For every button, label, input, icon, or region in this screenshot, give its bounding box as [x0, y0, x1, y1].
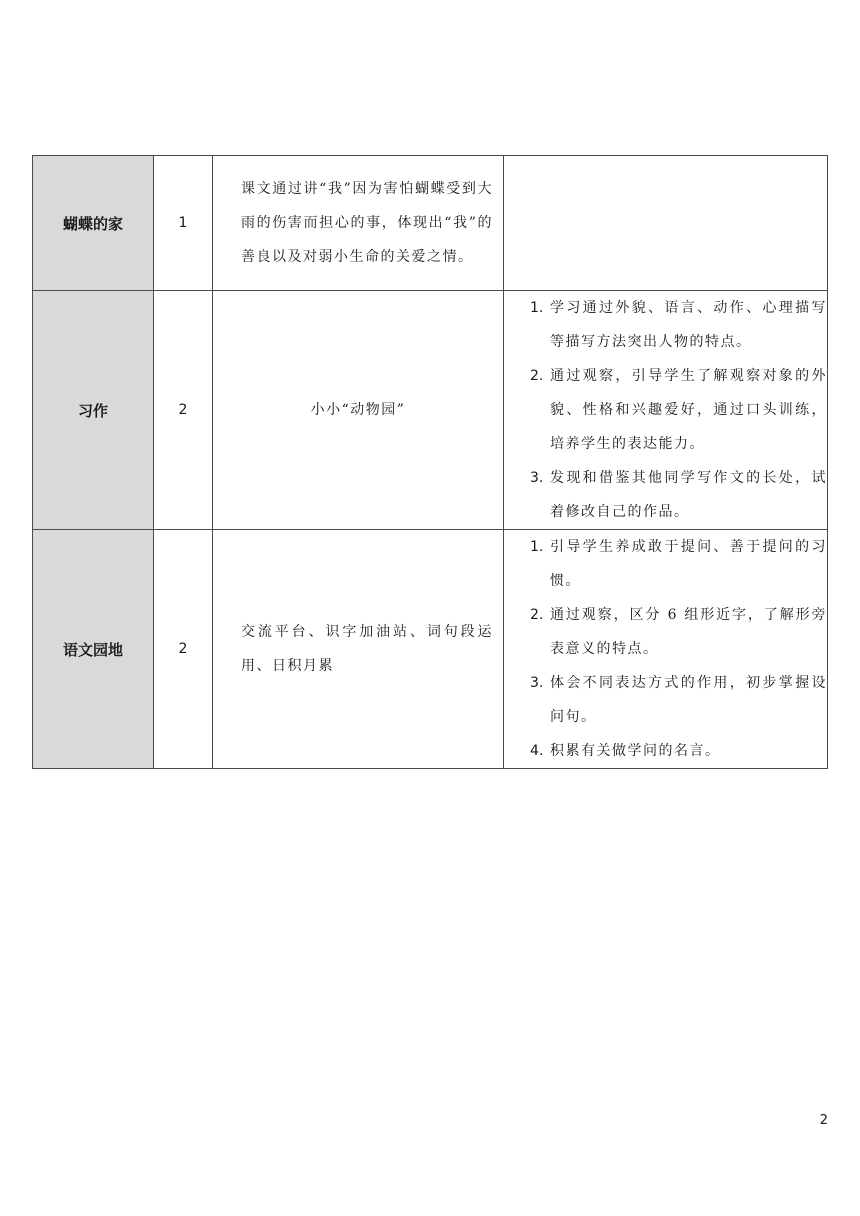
table-row [33, 291, 828, 530]
lesson-goals [504, 530, 828, 769]
goal-item [504, 530, 827, 598]
goal-number: 3. [530, 675, 544, 691]
lesson-title: 习作 [33, 291, 154, 530]
table-row [33, 156, 828, 291]
goal-item [504, 666, 827, 734]
goal-number: 3. [530, 470, 544, 486]
goal-number: 4. [530, 743, 544, 759]
lesson-content-text: 交流平台、识字加油站、词句段运用、日积月累 [241, 624, 493, 674]
lesson-plan-table [32, 155, 828, 769]
goal-item [504, 461, 827, 529]
lesson-title: 蝴蝶的家 [33, 156, 154, 291]
lesson-content [213, 291, 504, 530]
goal-item [504, 291, 827, 359]
lesson-content [213, 530, 504, 769]
lesson-goals [504, 156, 828, 291]
lesson-content-text: 课文通过讲“我”因为害怕蝴蝶受到大雨的伤害而担心的事，体现出“我”的善良以及对弱小生命的关爱之情。 [241, 181, 493, 265]
lesson-goals [504, 291, 828, 530]
goal-number: 1. [530, 539, 544, 555]
goal-text: 发现和借鉴其他同学写作文的长处，试着修改自己的作品。 [550, 470, 827, 520]
table-row [33, 530, 828, 769]
goal-item [504, 359, 827, 461]
goal-number: 2. [530, 368, 544, 384]
goal-item [504, 734, 827, 768]
goal-text: 通过观察，区分 6 组形近字，了解形旁表意义的特点。 [550, 607, 827, 657]
goal-text: 体会不同表达方式的作用，初步掌握设问句。 [550, 675, 827, 725]
lesson-title: 语文园地 [33, 530, 154, 769]
page-number: 2 [819, 1113, 828, 1128]
goal-list [504, 530, 827, 768]
lesson-hours: 2 [154, 291, 213, 530]
goal-text: 引导学生养成敢于提问、善于提问的习惯。 [550, 539, 827, 589]
goal-item [504, 598, 827, 666]
goal-number: 2. [530, 607, 544, 623]
goal-text: 积累有关做学问的名言。 [550, 743, 721, 759]
goal-text: 学习通过外貌、语言、动作、心理描写等描写方法突出人物的特点。 [550, 300, 827, 350]
goal-number: 1. [530, 300, 544, 316]
goal-text: 通过观察，引导学生了解观察对象的外貌、性格和兴趣爱好，通过口头训练，培养学生的表达能力。 [550, 368, 827, 452]
goal-list [504, 291, 827, 529]
lesson-hours: 2 [154, 530, 213, 769]
lesson-content-text: 小小“动物园” [310, 402, 406, 418]
lesson-hours: 1 [154, 156, 213, 291]
lesson-content [213, 156, 504, 291]
